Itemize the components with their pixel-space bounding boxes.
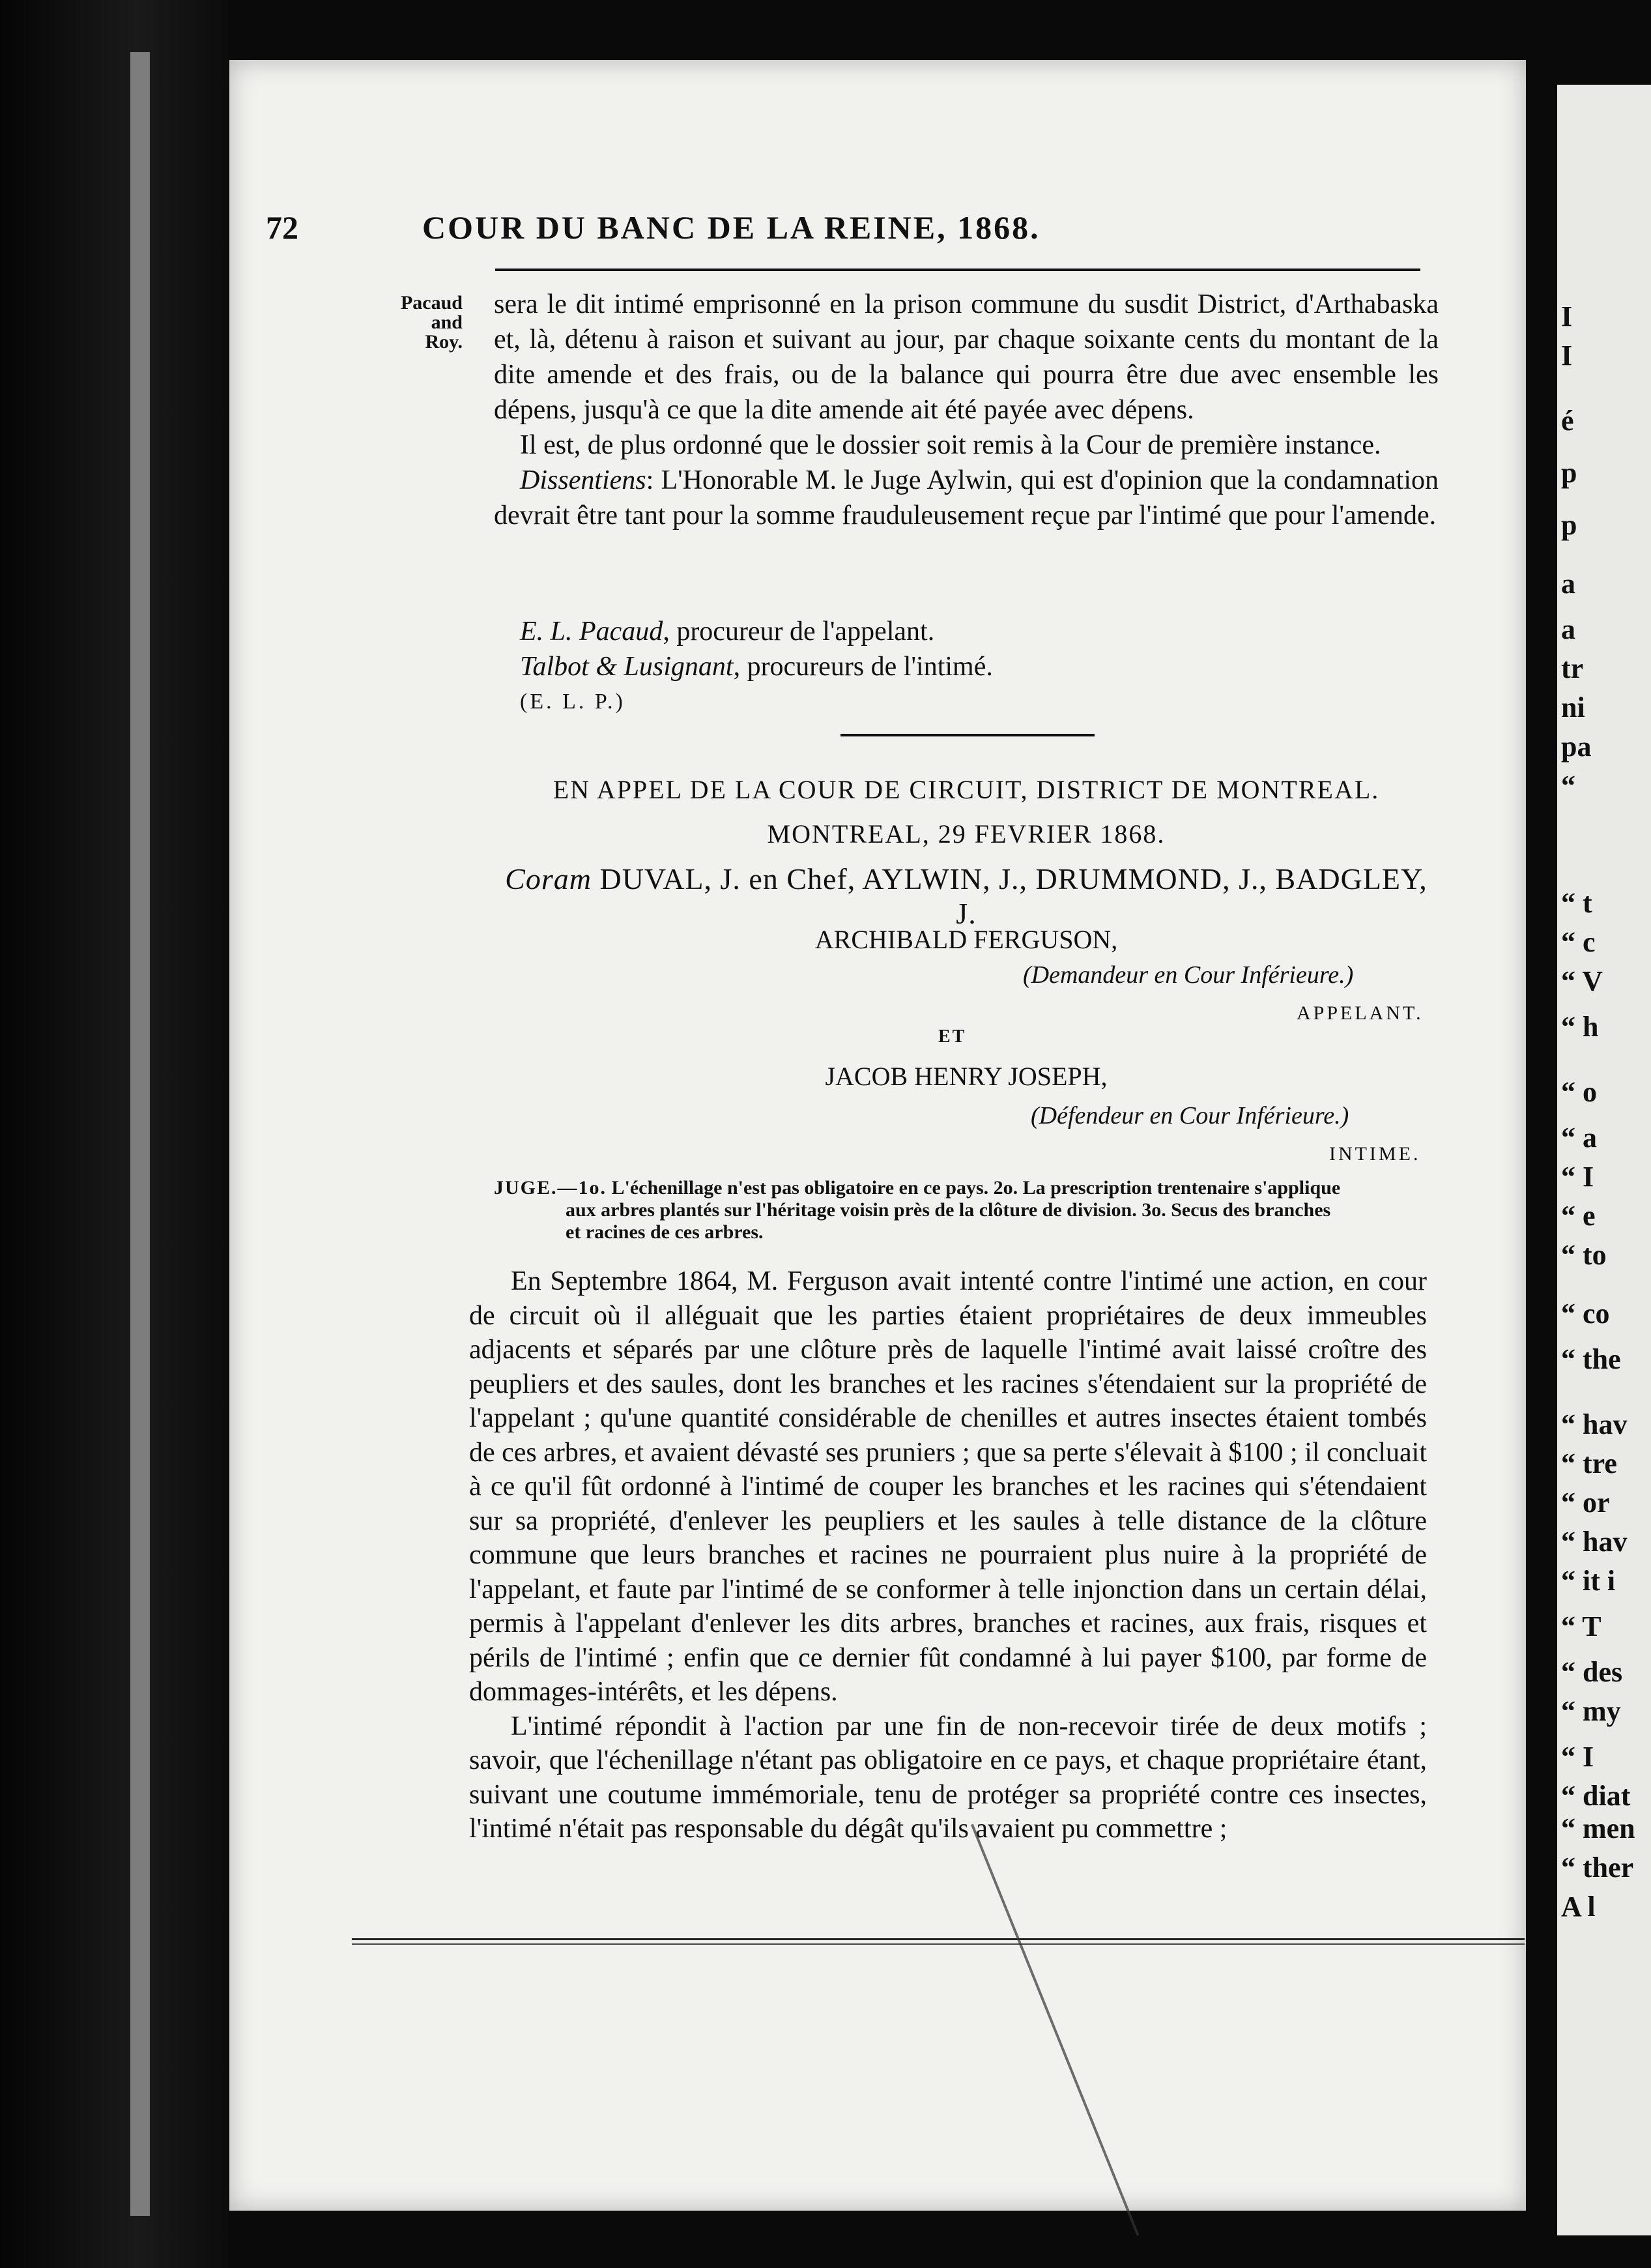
margin-note-line: and [431, 312, 463, 333]
adjacent-page-fragment: A l [1561, 1891, 1596, 1923]
adjacent-page-fragment: I [1561, 340, 1573, 371]
case-narrative [469, 1264, 1427, 1846]
counsel-role: , procureur de l'appelant. [663, 617, 935, 647]
adjacent-page-fragment: I [1561, 300, 1573, 332]
dissent-paragraph [494, 463, 1439, 533]
paragraph: sera le dit intimé emprisonné en la prison commune du susdit District, d'Arthabaska et, là, détenu à raison et suivant au jour, par chaque soixante cents du montant de la dite amende et des frais, ou de la balance qui pourra être due avec ensemble les dépens, jusqu'à ce que la dite amende ait été payée avec dépens. [494, 289, 1439, 425]
dissent-text: : L'Honorable M. le Juge Aylwin, qui est d'opinion que la condamnation devrait être tant pour la somme frauduleusement reçue par l'intimé que pour l'amende. [494, 465, 1439, 531]
adjacent-page-fragment: “ hav [1561, 1526, 1628, 1558]
paragraph: En Septembre 1864, M. Ferguson avait intenté contre l'intimé une action, en cour de circuit où il alléguait que les parties étaient propriétaires de deux immeubles adjacents et séparés par une clôture près de laquelle l'intimé avait laissé croître des peupliers et des saules, dont les branches et les racines s'étendaient sur la propriété de l'appelant ; qu'une quantité considérable de chenilles et autres insectes étaient tombés de ces arbres, et avaient dévasté ses pruniers ; que sa perte s'élevait à $100 ; il concluait à ce qu'il fût ordonné à l'intimé de couper les branches et les racines qui s'étendaient sur sa propriété, d'enlever les peupliers et les saules à telle distance de la clôture commune que leurs branches et racines ne pourraient plus nuire à la propriété de l'appelant, et faute par l'intimé de se conformer à telle injonction dans un certain délai, permis à l'appelant d'enlever les dits arbres, branches et racines, aux frais, risques et périls de l'intimé ; enfin que ce dernier fût condamné à lui payer $100, par forme de dommages-intérêts, et les dépens. [469, 1266, 1427, 1707]
adjacent-page-fragment: “ co [1561, 1298, 1610, 1330]
paragraph: L'intimé répondit à l'action par une fin de non-recevoir tirée de deux motifs ; savoir, que l'échenillage n'étant pas obligatoire en ce pays, et chaque propriétaire étant, suivant une coutume immémoriale, tenu de protéger sa propriété contre ces insectes, l'intimé n'était pas responsable du dégât qu'ils avaient pu commettre ; [469, 1711, 1427, 1844]
adjacent-page-fragment: “ I [1561, 1741, 1594, 1773]
adjacent-page-fragment: “ c [1561, 926, 1596, 958]
adjacent-page-fragment: “ V [1561, 965, 1603, 997]
previous-case-text [494, 287, 1439, 533]
adjacent-page-fragment: a [1561, 613, 1575, 645]
adjacent-page-fragment: “ hav [1561, 1408, 1628, 1440]
page-bottom-rule [352, 1938, 1525, 1940]
adjacent-page-fragment: “ e [1561, 1200, 1596, 1232]
adjacent-page-fragment: pa [1561, 731, 1592, 763]
adjacent-page-fragment: “ the [1561, 1343, 1621, 1375]
coram-label: Coram [505, 862, 592, 895]
counsel-name: E. L. Pacaud [520, 617, 663, 647]
adjacent-page-fragment: ni [1561, 691, 1585, 723]
holding-line: et racines de ces arbres. [566, 1221, 764, 1243]
reporter-initials: (E. L. P.) [520, 690, 625, 714]
adjacent-page-fragment: “ t [1561, 887, 1592, 919]
adjacent-page-fragment: “ des [1561, 1656, 1623, 1688]
adjacent-page-fragment: “ diat [1561, 1780, 1631, 1812]
et-separator: ET [938, 1026, 967, 1047]
dissent-label: Dissentiens [520, 465, 646, 495]
margin-note [365, 293, 463, 352]
adjacent-page-fragment: “ men [1561, 1812, 1635, 1844]
adjacent-page-fragment: “ tre [1561, 1447, 1617, 1479]
adjacent-page-fragment: “ it i [1561, 1565, 1616, 1597]
page-header [266, 209, 1413, 254]
adjacent-page-fragment: “ o [1561, 1076, 1597, 1108]
margin-note-line: Pacaud [400, 292, 463, 313]
case-separator [840, 734, 1095, 736]
scan-edge-strip [130, 52, 150, 2216]
adjacent-page-fragment: p [1561, 457, 1577, 489]
holding-line: L'échenillage n'est pas obligatoire en ce pays. 2o. La prescription trentenaire s'applique [611, 1177, 1341, 1199]
adjacent-page-fragment: “ [1561, 770, 1575, 802]
adjacent-page-fragment: “ T [1561, 1610, 1601, 1642]
adjacent-page-fragment: “ I [1561, 1161, 1594, 1193]
adjacent-page-fragment: “ ther [1561, 1852, 1634, 1883]
scan-dark-border [0, 0, 228, 2268]
counsel-line [520, 649, 1439, 684]
adjacent-page-fragment: p [1561, 509, 1577, 541]
adjacent-page-edge [1557, 85, 1651, 2235]
adjacent-page-fragment: é [1561, 405, 1574, 437]
appellant-name: ARCHIBALD FERGUSON, [814, 925, 1118, 954]
court-heading: EN APPEL DE LA COUR DE CIRCUIT, DISTRICT DE MONTREAL. [553, 775, 1380, 804]
respondent-name: JACOB HENRY JOSEPH, [825, 1062, 1108, 1091]
coram-judges: DUVAL, J. en Chef, AYLWIN, J., DRUMMOND, J., BADGLEY, J. [599, 862, 1428, 930]
adjacent-page-fragment: “ h [1561, 1011, 1599, 1043]
running-head: COUR DU BANC DE LA REINE, 1868. [422, 209, 1041, 246]
adjacent-page-fragment: “ or [1561, 1487, 1610, 1519]
adjacent-page-fragment: tr [1561, 652, 1584, 684]
respondent-tag: INTIME. [1329, 1143, 1421, 1165]
appellant-tag: APPELANT. [1297, 1002, 1424, 1024]
counsel-role: , procureurs de l'intimé. [733, 652, 993, 682]
respondent-role: (Défendeur en Cour Inférieure.) [1031, 1102, 1349, 1129]
coram-line [494, 862, 1439, 931]
paragraph: Il est, de plus ordonné que le dossier soit remis à la Cour de première instance. [520, 430, 1381, 460]
page-number: 72 [266, 209, 298, 246]
adjacent-page-fragment: “ my [1561, 1695, 1621, 1727]
counsel-block [494, 614, 1439, 720]
holding-line: aux arbres plantés sur l'héritage voisin près de la clôture de division. 3o. Secus des branches [566, 1199, 1331, 1221]
margin-note-line: Roy. [425, 331, 463, 353]
page-bottom-rule [352, 1943, 1525, 1945]
header-rule [495, 269, 1420, 271]
adjacent-page-fragment: a [1561, 568, 1575, 600]
appellant-role: (Demandeur en Cour Inférieure.) [1023, 961, 1354, 989]
holding-lead: JUGE.—1o. [494, 1177, 607, 1199]
adjacent-page-fragment: “ a [1561, 1122, 1597, 1154]
counsel-name: Talbot & Lusignant [520, 652, 734, 682]
place-date: MONTREAL, 29 FEVRIER 1868. [767, 819, 1166, 849]
counsel-line [520, 614, 1439, 649]
holding-summary [494, 1177, 1439, 1243]
adjacent-page-fragment: “ to [1561, 1239, 1607, 1271]
